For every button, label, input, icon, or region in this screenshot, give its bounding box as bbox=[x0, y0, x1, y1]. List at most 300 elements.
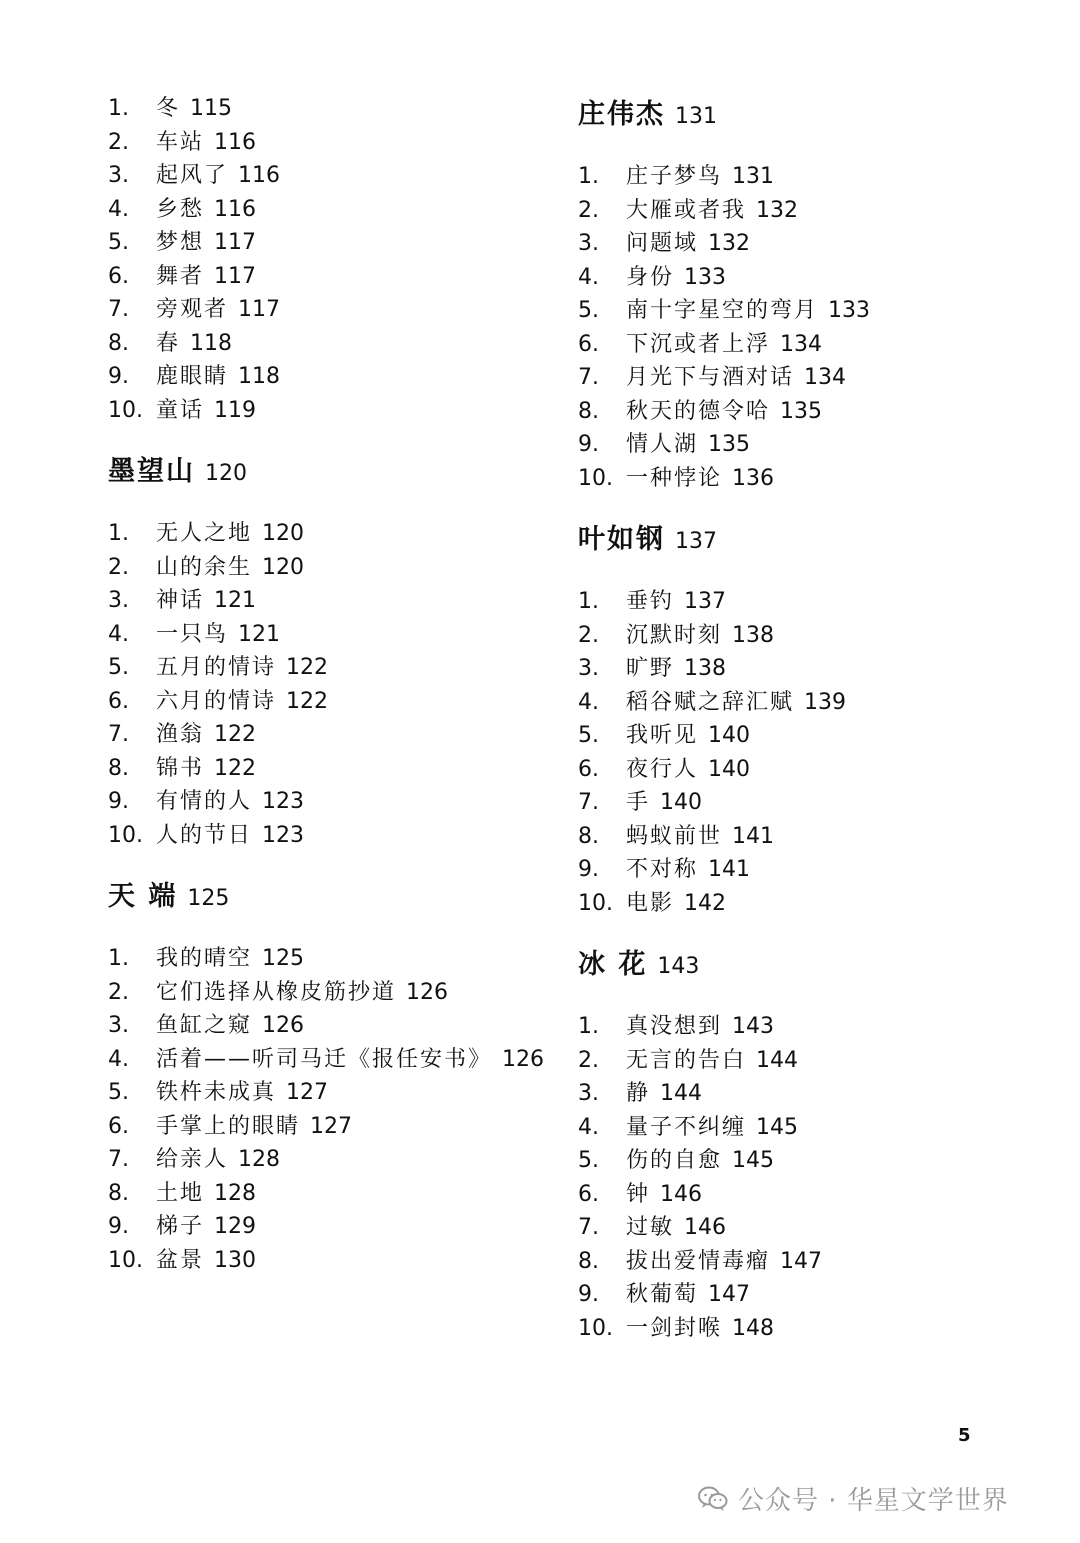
entry-title-wrap bbox=[626, 686, 1018, 720]
entry-title: 我的晴空 bbox=[156, 946, 253, 971]
entry-title: 问题域 bbox=[626, 231, 699, 256]
entry-page-number: 137 bbox=[684, 589, 727, 614]
entry-number: 2. bbox=[578, 1047, 599, 1073]
toc-entry bbox=[578, 160, 1018, 194]
toc-entry bbox=[108, 1110, 548, 1144]
entry-title: 六月的情诗 bbox=[156, 688, 277, 714]
entry-title: 活着——听司马迁《报任安书》 bbox=[156, 1046, 493, 1072]
entry-title-wrap bbox=[156, 1009, 548, 1043]
entry-title: 手 bbox=[626, 790, 651, 815]
toc-section bbox=[108, 92, 548, 427]
entry-title: 秋葡萄 bbox=[626, 1282, 699, 1307]
entry-title-wrap bbox=[626, 820, 1018, 854]
entry-title-wrap bbox=[156, 327, 548, 361]
entry-number: 8. bbox=[578, 823, 599, 849]
toc-entry bbox=[108, 551, 548, 585]
entry-title-wrap bbox=[156, 193, 548, 227]
entry-title-wrap bbox=[626, 619, 1018, 653]
watermark-text: 公众号 · 华星文学世界 bbox=[738, 1486, 1009, 1516]
entry-title-wrap bbox=[156, 293, 548, 327]
toc-entry bbox=[108, 193, 548, 227]
entry-list bbox=[578, 585, 1018, 920]
entry-number: 5. bbox=[108, 1080, 129, 1105]
entry-title-wrap bbox=[626, 1245, 1018, 1279]
entry-title: 一种悖论 bbox=[626, 465, 723, 491]
entry-title: 渔翁 bbox=[156, 722, 205, 747]
toc-entry bbox=[108, 327, 548, 361]
entry-title: 一只鸟 bbox=[156, 621, 229, 647]
toc-entry bbox=[578, 820, 1018, 854]
entry-page-number: 145 bbox=[732, 1148, 775, 1173]
entry-number: 10. bbox=[578, 465, 613, 491]
entry-title-wrap bbox=[156, 517, 548, 551]
entry-number: 3. bbox=[108, 1013, 129, 1038]
entry-title: 鱼缸之窥 bbox=[156, 1013, 253, 1038]
author-page-number: 143 bbox=[657, 954, 700, 979]
entry-page-number: 141 bbox=[708, 857, 751, 882]
entry-number: 4. bbox=[578, 264, 599, 290]
entry-number: 7. bbox=[108, 722, 129, 747]
toc-entry bbox=[578, 261, 1018, 295]
entry-number: 5. bbox=[578, 723, 599, 748]
entry-number: 9. bbox=[108, 364, 129, 389]
entry-number: 4. bbox=[578, 1114, 599, 1140]
entry-page-number: 140 bbox=[708, 756, 751, 782]
entry-title: 一剑封喉 bbox=[626, 1315, 723, 1341]
entry-title: 鹿眼睛 bbox=[156, 364, 229, 389]
entry-page-number: 117 bbox=[238, 297, 281, 322]
entry-title-wrap bbox=[156, 976, 548, 1010]
entry-title-wrap bbox=[156, 1143, 548, 1177]
entry-title-wrap bbox=[626, 585, 1018, 619]
entry-title-wrap bbox=[626, 1010, 1018, 1044]
entry-number: 7. bbox=[578, 1215, 599, 1240]
toc-entry bbox=[108, 92, 548, 126]
toc-entry bbox=[108, 718, 548, 752]
entry-number: 4. bbox=[108, 621, 129, 647]
entry-title: 情人湖 bbox=[626, 432, 699, 457]
entry-title-wrap bbox=[156, 1177, 548, 1211]
entry-number: 6. bbox=[108, 263, 129, 289]
toc-entry bbox=[108, 517, 548, 551]
entry-page-number: 136 bbox=[732, 465, 775, 491]
entry-page-number: 135 bbox=[708, 432, 751, 457]
entry-title: 伤的自愈 bbox=[626, 1148, 723, 1173]
entry-number: 1. bbox=[108, 96, 129, 121]
entry-page-number: 120 bbox=[262, 521, 305, 546]
entry-title-wrap bbox=[626, 1278, 1018, 1312]
toc-entry bbox=[108, 618, 548, 652]
entry-title: 车站 bbox=[156, 129, 205, 155]
entry-title: 山的余生 bbox=[156, 554, 253, 580]
entry-number: 4. bbox=[108, 196, 129, 222]
entry-page-number: 128 bbox=[214, 1180, 257, 1206]
author-page-number: 137 bbox=[675, 529, 717, 554]
entry-page-number: 147 bbox=[708, 1282, 751, 1307]
entry-title-wrap bbox=[156, 718, 548, 752]
toc-entry bbox=[108, 1043, 548, 1077]
entry-title: 无言的告白 bbox=[626, 1047, 747, 1073]
entry-page-number: 127 bbox=[286, 1080, 329, 1105]
entry-title-wrap bbox=[156, 159, 548, 193]
entry-title-wrap bbox=[626, 652, 1018, 686]
entry-page-number: 140 bbox=[708, 723, 751, 748]
entry-number: 2. bbox=[578, 197, 599, 223]
entry-title-wrap bbox=[626, 1077, 1018, 1111]
page-number: 5 bbox=[958, 1425, 971, 1446]
author-page-number: 131 bbox=[675, 104, 717, 129]
entry-title: 神话 bbox=[156, 588, 205, 613]
entry-title: 有情的人 bbox=[156, 789, 253, 814]
toc-entry bbox=[578, 1144, 1018, 1178]
entry-title: 大雁或者我 bbox=[626, 197, 747, 223]
toc-entry bbox=[108, 360, 548, 394]
toc-entry bbox=[578, 395, 1018, 429]
entry-title: 过敏 bbox=[626, 1215, 675, 1240]
toc-section bbox=[578, 942, 1018, 1345]
entry-title: 电影 bbox=[626, 890, 675, 916]
entry-page-number: 133 bbox=[684, 264, 727, 290]
entry-title-wrap bbox=[156, 584, 548, 618]
entry-page-number: 129 bbox=[214, 1214, 257, 1239]
section-header bbox=[578, 517, 1018, 565]
entry-page-number: 131 bbox=[732, 164, 775, 189]
toc-entry bbox=[108, 785, 548, 819]
entry-title-wrap bbox=[156, 92, 548, 126]
entry-list bbox=[578, 1010, 1018, 1345]
entry-page-number: 122 bbox=[214, 722, 257, 747]
entry-page-number: 126 bbox=[262, 1013, 305, 1038]
entry-page-number: 123 bbox=[262, 789, 305, 814]
entry-title-wrap bbox=[156, 651, 548, 685]
entry-number: 5. bbox=[578, 1148, 599, 1173]
entry-number: 8. bbox=[578, 398, 599, 424]
entry-title-wrap bbox=[156, 260, 548, 294]
entry-title-wrap bbox=[156, 394, 548, 428]
entry-title-wrap bbox=[156, 618, 548, 652]
entry-page-number: 122 bbox=[214, 755, 257, 781]
section-header bbox=[108, 874, 548, 922]
entry-number: 10. bbox=[578, 1315, 613, 1341]
entry-page-number: 122 bbox=[286, 688, 329, 714]
entry-page-number: 127 bbox=[310, 1113, 353, 1139]
toc-entry bbox=[108, 584, 548, 618]
toc-entry bbox=[578, 1178, 1018, 1212]
entry-number: 6. bbox=[108, 1113, 129, 1139]
entry-number: 3. bbox=[108, 163, 129, 188]
entry-number: 9. bbox=[578, 857, 599, 882]
entry-title-wrap bbox=[156, 551, 548, 585]
entry-number: 7. bbox=[108, 1147, 129, 1172]
entry-number: 6. bbox=[578, 756, 599, 782]
entry-page-number: 121 bbox=[238, 621, 281, 647]
entry-number: 6. bbox=[578, 331, 599, 357]
entry-page-number: 126 bbox=[502, 1046, 545, 1072]
entry-list bbox=[578, 160, 1018, 495]
entry-page-number: 122 bbox=[286, 655, 329, 680]
entry-page-number: 145 bbox=[756, 1114, 799, 1140]
toc-entry bbox=[578, 887, 1018, 921]
entry-page-number: 141 bbox=[732, 823, 775, 849]
entry-number: 4. bbox=[578, 689, 599, 715]
entry-page-number: 139 bbox=[804, 689, 847, 715]
toc-entry bbox=[578, 1010, 1018, 1044]
toc-entry bbox=[108, 752, 548, 786]
entry-page-number: 135 bbox=[780, 398, 823, 424]
entry-title: 庄子梦鸟 bbox=[626, 164, 723, 189]
entry-number: 3. bbox=[578, 656, 599, 681]
entry-title-wrap bbox=[626, 853, 1018, 887]
entry-number: 5. bbox=[108, 230, 129, 255]
entry-number: 7. bbox=[108, 297, 129, 322]
entry-page-number: 133 bbox=[828, 298, 871, 323]
entry-title-wrap bbox=[156, 1076, 548, 1110]
entry-title-wrap bbox=[156, 1244, 548, 1278]
entry-number: 8. bbox=[108, 1180, 129, 1206]
entry-title: 梦想 bbox=[156, 230, 205, 255]
entry-page-number: 121 bbox=[214, 588, 257, 613]
entry-title-wrap bbox=[626, 753, 1018, 787]
entry-page-number: 130 bbox=[214, 1247, 257, 1273]
entry-title-wrap bbox=[626, 194, 1018, 228]
toc-section bbox=[578, 92, 1018, 495]
toc-entry bbox=[108, 1009, 548, 1043]
toc-entry bbox=[578, 1211, 1018, 1245]
author-page-number: 125 bbox=[187, 886, 230, 911]
entry-title: 沉默时刻 bbox=[626, 622, 723, 648]
entry-title: 锦书 bbox=[156, 755, 205, 781]
entry-number: 2. bbox=[108, 129, 129, 155]
toc-entry bbox=[578, 686, 1018, 720]
entry-title-wrap bbox=[156, 1110, 548, 1144]
entry-title: 秋天的德令哈 bbox=[626, 398, 771, 424]
author-name: 庄伟杰 bbox=[578, 99, 665, 130]
entry-title: 盆景 bbox=[156, 1247, 205, 1273]
entry-number: 4. bbox=[108, 1046, 129, 1072]
toc-entry bbox=[578, 227, 1018, 261]
entry-title: 夜行人 bbox=[626, 756, 699, 782]
entry-title: 土地 bbox=[156, 1180, 205, 1206]
entry-page-number: 116 bbox=[238, 163, 281, 188]
entry-number: 1. bbox=[578, 589, 599, 614]
entry-page-number: 123 bbox=[262, 822, 305, 848]
entry-title: 给亲人 bbox=[156, 1147, 229, 1172]
entry-page-number: 134 bbox=[780, 331, 823, 357]
author-name: 天 端 bbox=[108, 881, 178, 912]
entry-number: 9. bbox=[108, 789, 129, 814]
entry-title: 拔出爱情毒瘤 bbox=[626, 1248, 771, 1274]
toc-entry bbox=[578, 619, 1018, 653]
entry-number: 6. bbox=[578, 1181, 599, 1207]
entry-title-wrap bbox=[626, 227, 1018, 261]
entry-page-number: 115 bbox=[190, 96, 233, 121]
entry-number: 1. bbox=[578, 1014, 599, 1039]
entry-page-number: 118 bbox=[190, 330, 233, 356]
toc-entry bbox=[108, 1076, 548, 1110]
entry-page-number: 144 bbox=[756, 1047, 799, 1073]
entry-page-number: 132 bbox=[756, 197, 799, 223]
entry-title-wrap bbox=[626, 1312, 1018, 1346]
toc-section bbox=[578, 517, 1018, 920]
entry-title: 梯子 bbox=[156, 1214, 205, 1239]
entry-title-wrap bbox=[626, 786, 1018, 820]
toc-entry bbox=[108, 1177, 548, 1211]
entry-title: 不对称 bbox=[626, 857, 699, 882]
entry-number: 2. bbox=[108, 979, 129, 1005]
entry-title-wrap bbox=[626, 719, 1018, 753]
toc-section bbox=[108, 449, 548, 852]
entry-page-number: 116 bbox=[214, 129, 257, 155]
entry-page-number: 132 bbox=[708, 231, 751, 256]
toc-entry bbox=[108, 1244, 548, 1278]
entry-title-wrap bbox=[626, 294, 1018, 328]
entry-title: 身份 bbox=[626, 264, 675, 290]
toc-entry bbox=[578, 428, 1018, 462]
entry-title: 它们选择从橡皮筋抄道 bbox=[156, 979, 397, 1005]
entry-title: 南十字星空的弯月 bbox=[626, 298, 819, 323]
toc-entry bbox=[108, 819, 548, 853]
entry-list bbox=[108, 942, 548, 1277]
entry-title-wrap bbox=[156, 819, 548, 853]
toc-entry bbox=[108, 394, 548, 428]
entry-number: 3. bbox=[578, 231, 599, 256]
toc-entry bbox=[108, 159, 548, 193]
entry-number: 5. bbox=[108, 655, 129, 680]
entry-page-number: 138 bbox=[684, 656, 727, 681]
section-header bbox=[108, 449, 548, 497]
entry-title: 旷野 bbox=[626, 656, 675, 681]
entry-title: 旁观者 bbox=[156, 297, 229, 322]
toc-entry bbox=[108, 293, 548, 327]
author-name: 冰 花 bbox=[578, 949, 648, 980]
entry-title-wrap bbox=[156, 752, 548, 786]
entry-page-number: 142 bbox=[684, 890, 727, 916]
entry-title-wrap bbox=[156, 360, 548, 394]
entry-number: 8. bbox=[108, 755, 129, 781]
entry-title: 我听见 bbox=[626, 723, 699, 748]
entry-number: 8. bbox=[108, 330, 129, 356]
entry-page-number: 117 bbox=[214, 263, 257, 289]
entry-title-wrap bbox=[626, 1211, 1018, 1245]
toc-entry bbox=[578, 585, 1018, 619]
watermark bbox=[698, 1480, 1009, 1517]
entry-title-wrap bbox=[626, 361, 1018, 395]
entry-number: 7. bbox=[578, 790, 599, 815]
entry-title: 铁杵未成真 bbox=[156, 1080, 277, 1105]
toc-entry bbox=[108, 226, 548, 260]
entry-title-wrap bbox=[626, 328, 1018, 362]
entry-title: 无人之地 bbox=[156, 521, 253, 546]
entry-number: 10. bbox=[108, 397, 143, 423]
entry-number: 1. bbox=[108, 946, 129, 971]
entry-title-wrap bbox=[156, 685, 548, 719]
entry-page-number: 143 bbox=[732, 1014, 775, 1039]
entry-number: 7. bbox=[578, 365, 599, 390]
toc-entry bbox=[578, 719, 1018, 753]
entry-title-wrap bbox=[626, 887, 1018, 921]
entry-title: 蚂蚁前世 bbox=[626, 823, 723, 849]
toc-entry bbox=[108, 942, 548, 976]
toc-entry bbox=[108, 651, 548, 685]
entry-title: 真没想到 bbox=[626, 1014, 723, 1039]
toc-entry bbox=[578, 1312, 1018, 1346]
entry-title: 起风了 bbox=[156, 163, 229, 188]
entry-title: 乡愁 bbox=[156, 196, 205, 222]
toc-entry bbox=[578, 328, 1018, 362]
entry-title: 童话 bbox=[156, 397, 205, 423]
entry-page-number: 118 bbox=[238, 364, 281, 389]
entry-number: 10. bbox=[108, 822, 143, 848]
toc-entry bbox=[578, 194, 1018, 228]
toc-entry bbox=[578, 294, 1018, 328]
entry-title-wrap bbox=[156, 1210, 548, 1244]
entry-title: 五月的情诗 bbox=[156, 655, 277, 680]
entry-number: 2. bbox=[108, 554, 129, 580]
entry-title: 下沉或者上浮 bbox=[626, 331, 771, 357]
entry-page-number: 140 bbox=[660, 790, 703, 815]
entry-page-number: 128 bbox=[238, 1147, 281, 1172]
toc-entry bbox=[578, 853, 1018, 887]
entry-page-number: 116 bbox=[214, 196, 257, 222]
entry-title-wrap bbox=[626, 428, 1018, 462]
entry-title: 静 bbox=[626, 1081, 651, 1106]
entry-page-number: 144 bbox=[660, 1081, 703, 1106]
entry-page-number: 134 bbox=[804, 365, 847, 390]
entry-page-number: 138 bbox=[732, 622, 775, 648]
entry-title: 量子不纠缠 bbox=[626, 1114, 747, 1140]
toc-entry bbox=[108, 1143, 548, 1177]
toc-entry bbox=[578, 361, 1018, 395]
entry-list bbox=[108, 517, 548, 852]
entry-title-wrap bbox=[626, 1111, 1018, 1145]
entry-title-wrap bbox=[626, 261, 1018, 295]
entry-page-number: 119 bbox=[214, 397, 257, 423]
toc-right-column bbox=[578, 92, 1018, 1367]
entry-number: 1. bbox=[108, 521, 129, 546]
entry-title-wrap bbox=[626, 395, 1018, 429]
entry-title: 月光下与酒对话 bbox=[626, 365, 795, 390]
entry-page-number: 120 bbox=[262, 554, 305, 580]
entry-list bbox=[108, 92, 548, 427]
author-page-number: 120 bbox=[205, 461, 247, 486]
toc-entry bbox=[578, 753, 1018, 787]
entry-number: 10. bbox=[108, 1247, 143, 1273]
entry-title: 舞者 bbox=[156, 263, 205, 289]
entry-title-wrap bbox=[626, 1144, 1018, 1178]
entry-page-number: 125 bbox=[262, 946, 305, 971]
toc-entry bbox=[578, 1245, 1018, 1279]
toc-entry bbox=[108, 976, 548, 1010]
toc-entry bbox=[578, 1077, 1018, 1111]
entry-title-wrap bbox=[156, 126, 548, 160]
entry-title-wrap bbox=[626, 160, 1018, 194]
entry-title-wrap bbox=[626, 1044, 1018, 1078]
entry-number: 9. bbox=[578, 432, 599, 457]
entry-title-wrap bbox=[626, 1178, 1018, 1212]
entry-page-number: 117 bbox=[214, 230, 257, 255]
entry-title: 冬 bbox=[156, 96, 181, 121]
entry-title-wrap bbox=[626, 462, 1018, 496]
toc-entry bbox=[578, 652, 1018, 686]
author-name: 墨望山 bbox=[108, 456, 195, 487]
entry-number: 9. bbox=[108, 1214, 129, 1239]
entry-number: 9. bbox=[578, 1282, 599, 1307]
entry-number: 5. bbox=[578, 298, 599, 323]
entry-page-number: 148 bbox=[732, 1315, 775, 1341]
entry-title-wrap bbox=[156, 1043, 548, 1077]
toc-section bbox=[108, 874, 548, 1277]
toc-entry bbox=[108, 126, 548, 160]
